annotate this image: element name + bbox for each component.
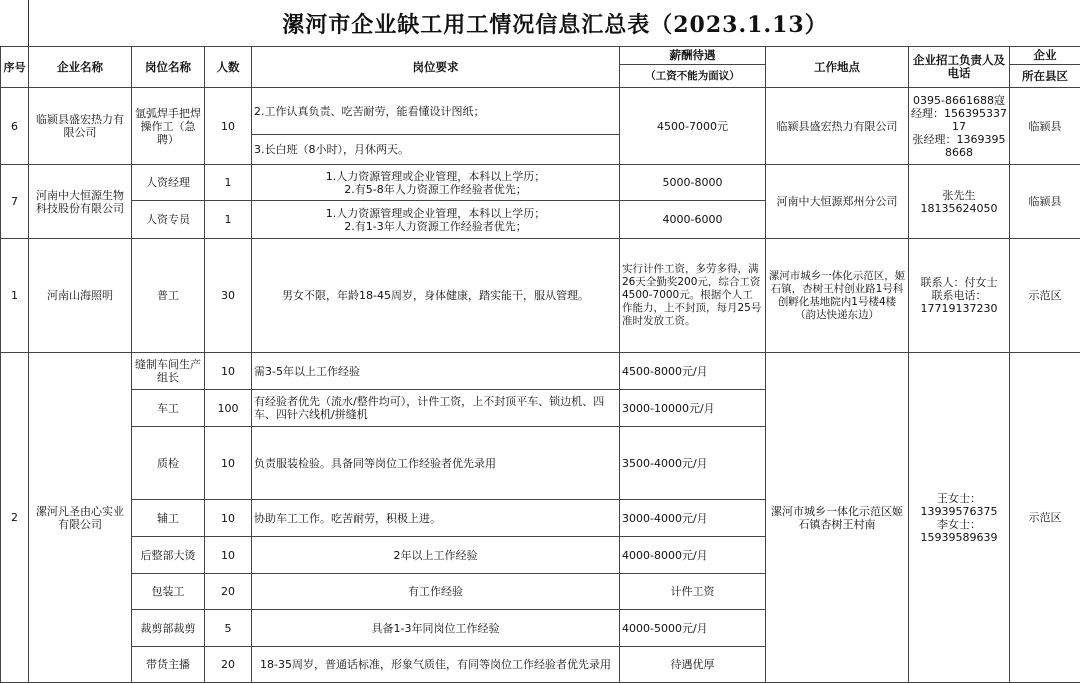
sheet-title: 漯河市企业缺工用工情况信息汇总表（2023.1.13） — [28, 0, 1080, 47]
head-count: 1 — [205, 165, 252, 201]
header-location: 工作地点 — [766, 47, 909, 88]
salary-cell: 计件工资 — [620, 574, 766, 610]
salary-cell: 3000-10000元/月 — [620, 390, 766, 427]
head-count: 10 — [205, 88, 252, 165]
requirement-text: 有工作经验 — [252, 574, 620, 610]
company-name: 漯河凡圣由心实业有限公司 — [29, 353, 132, 683]
salary-cell: 3000-4000元/月 — [620, 500, 766, 537]
location-cell: 河南中大恒源郑州分公司 — [766, 165, 909, 239]
requirement-text: 协助车工工作。吃苦耐劳，积极上进。 — [252, 500, 620, 537]
table-row — [1, 88, 1080, 135]
salary-cell: 实行计件工资，多劳多得，满26天全勤奖200元，综合工资4500-7000元。根据个人工作能力，上不封顶，每月25号准时发放工资。 — [620, 239, 766, 353]
position-name: 人资经理 — [132, 165, 205, 201]
job-table — [0, 46, 1080, 683]
requirement-text: 具备1-3年同岗位工作经验 — [252, 610, 620, 647]
county-cell: 示范区 — [1010, 353, 1080, 683]
position-name: 质检 — [132, 427, 205, 500]
header-salary: 薪酬待遇 — [620, 47, 766, 65]
header-contact: 企业招工负责人及电话 — [909, 47, 1010, 88]
header-salary-note: （工资不能为面议） — [620, 65, 766, 88]
contact-cell: 0395-8661688寇经理：15639533717 张经理：13693958668 — [909, 88, 1010, 165]
salary-cell: 4000-8000元/月 — [620, 537, 766, 574]
company-name: 临颍县盛宏热力有限公司 — [29, 88, 132, 165]
table-row — [1, 353, 1080, 390]
requirement-text: 男女不限，年龄18-45周岁，身体健康，踏实能干，服从管理。 — [252, 239, 620, 353]
header-seq: 序号 — [1, 47, 29, 88]
company-name: 河南山海照明 — [29, 239, 132, 353]
position-name: 氩弧焊手把焊操作工（急聘） — [132, 88, 205, 165]
requirement-text: 负责服装检验。具备同等岗位工作经验者优先录用 — [252, 427, 620, 500]
head-count: 20 — [205, 647, 252, 683]
header-count: 人数 — [205, 47, 252, 88]
header-county-top: 企业 — [1010, 47, 1080, 65]
position-name: 普工 — [132, 239, 205, 353]
head-count: 20 — [205, 574, 252, 610]
requirement-text: 需3-5年以上工作经验 — [252, 353, 620, 390]
header-requirement: 岗位要求 — [252, 47, 620, 88]
head-count: 5 — [205, 610, 252, 647]
head-count: 10 — [205, 427, 252, 500]
county-cell: 示范区 — [1010, 239, 1080, 353]
head-count: 30 — [205, 239, 252, 353]
contact-cell: 张先生 18135624050 — [909, 165, 1010, 239]
seq-cell: 6 — [1, 88, 29, 165]
header-company: 企业名称 — [29, 47, 132, 88]
head-count: 1 — [205, 201, 252, 239]
salary-cell: 待遇优厚 — [620, 647, 766, 683]
head-count: 10 — [205, 353, 252, 390]
header-county: 所在县区 — [1010, 65, 1080, 88]
salary-cell: 4000-6000 — [620, 201, 766, 239]
requirement-text: 1.人力资源管理或企业管理，本科以上学历； 2.有1-3年人力资源工作经验者优先； — [252, 201, 620, 239]
county-cell: 临颍县 — [1010, 165, 1080, 239]
salary-cell: 4500-7000元 — [620, 88, 766, 165]
head-count: 10 — [205, 537, 252, 574]
location-cell: 漯河市城乡一体化示范区姬石镇杏树王村南 — [766, 353, 909, 683]
table-row — [1, 239, 1080, 353]
seq-cell: 2 — [1, 353, 29, 683]
header-position: 岗位名称 — [132, 47, 205, 88]
salary-cell: 3500-4000元/月 — [620, 427, 766, 500]
seq-cell: 1 — [1, 239, 29, 353]
salary-cell: 4500-8000元/月 — [620, 353, 766, 390]
requirement-text: 有经验者优先（流水/整件均可），计件工资，上不封顶平车、锁边机、四车、四针六线机/拼缝机 — [252, 390, 620, 427]
position-name: 车工 — [132, 390, 205, 427]
requirement-text: 2年以上工作经验 — [252, 537, 620, 574]
requirement-text: 2.工作认真负责、吃苦耐劳，能看懂设计图纸； — [252, 88, 620, 135]
position-name: 带货主播 — [132, 647, 205, 683]
position-name: 缝制车间生产组长 — [132, 353, 205, 390]
requirement-text: 1.人力资源管理或企业管理，本科以上学历； 2.有5-8年人力资源工作经验者优先； — [252, 165, 620, 201]
salary-cell: 5000-8000 — [620, 165, 766, 201]
head-count: 10 — [205, 500, 252, 537]
salary-cell: 4000-5000元/月 — [620, 610, 766, 647]
location-cell: 漯河市城乡一体化示范区，姬石镇，杏树王村创业路1号科创孵化基地院内1号楼4楼（韵达快递东边） — [766, 239, 909, 353]
contact-cell: 联系人：付女士 联系电话： 17719137230 — [909, 239, 1010, 353]
position-name: 辅工 — [132, 500, 205, 537]
corner-cell — [0, 0, 28, 46]
county-cell: 临颍县 — [1010, 88, 1080, 165]
position-name: 后整部大烫 — [132, 537, 205, 574]
position-name: 人资专员 — [132, 201, 205, 239]
company-name: 河南中大恒源生物科技股份有限公司 — [29, 165, 132, 239]
requirement-text: 18-35周岁，普通话标准，形象气质佳，有同等岗位工作经验者优先录用 — [252, 647, 620, 683]
seq-cell: 7 — [1, 165, 29, 239]
location-cell: 临颍县盛宏热力有限公司 — [766, 88, 909, 165]
table-row — [1, 165, 1080, 201]
contact-cell: 王女士： 13939576375 李女士： 15939589639 — [909, 353, 1010, 683]
head-count: 100 — [205, 390, 252, 427]
position-name: 裁剪部裁剪 — [132, 610, 205, 647]
requirement-text: 3.长白班（8小时），月休两天。 — [252, 135, 620, 165]
position-name: 包装工 — [132, 574, 205, 610]
